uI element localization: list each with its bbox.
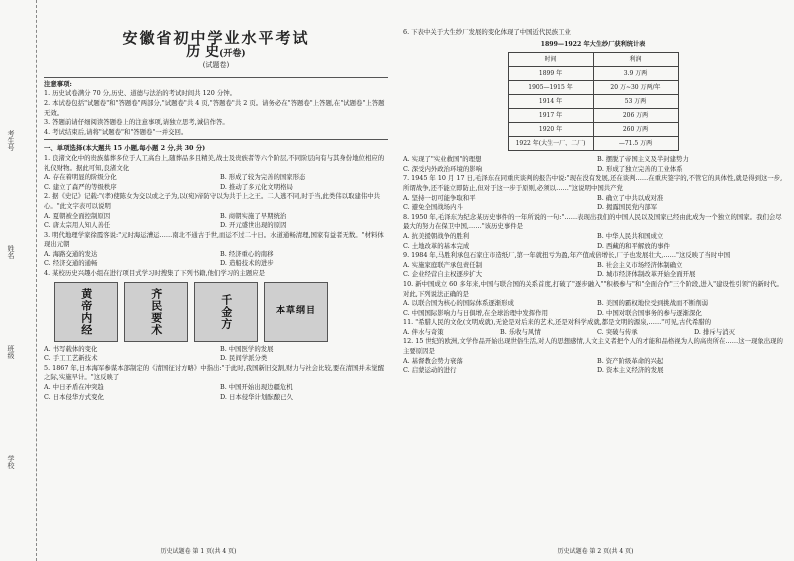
option: C. 经济交通的通畅 [44, 259, 98, 268]
margin-label: 考生号 [7, 130, 15, 151]
table-cell: 1905—1915 年 [508, 81, 593, 95]
question-5: 5. 1867 年,日本海军参谋本部制定的《清国征讨方略》中指出:"于此时,我国新旧交割,财力与社会比较,要在清国并未觉醒之际,实施早计。"这反映了 [44, 363, 384, 382]
question-9: 9. 1984 年,马胜利承包石家庄市造纸厂,第一年就扭亏为盈,年产值成倍增长,厂子也发展壮大,……"这反映了当时中国 [403, 251, 731, 260]
question-10: 10. 新中国成立 60 多年来,中国与联合国的关系首度,打破了"逐步融入""积极参与"和"全面合作"三个阶段,进入"建设性引领"的新时代。对此,下列说法正确的是 [403, 279, 783, 298]
option: C. 启蒙运动的进行 [403, 366, 457, 375]
q2-options [44, 212, 388, 231]
option: C. 突破与传承 [597, 327, 638, 336]
option: A. 抗美援朝战争的胜利 [403, 231, 470, 240]
option: C. 日本侵华方式变化 [44, 392, 104, 401]
table-cell: 1922 年(大生一厂、二厂) [508, 137, 593, 151]
right-content [403, 28, 783, 376]
table-header-row [508, 53, 678, 67]
q4-options [44, 345, 388, 364]
option: A. 存在着明显的阶级分化 [44, 173, 117, 182]
margin-label: 学校 [7, 455, 15, 469]
option: C. 企业经营自主权逐步扩大 [403, 270, 483, 279]
q6-options [403, 155, 783, 174]
option: B. 美国的霸权地位受到挑战而不断削弱 [597, 299, 709, 308]
option: A. 实现了"实业救国"的理想 [403, 155, 482, 164]
table-cell: 20 万~30 万两/年 [593, 81, 678, 95]
option: A. 书写载体的变化 [44, 344, 98, 353]
option: B. 资产阶级革命的兴起 [597, 356, 664, 365]
page-right [397, 0, 794, 561]
left-content [44, 28, 388, 402]
q12-options [403, 357, 783, 376]
option: A. 以联合国为核心的国际体系逐渐形成 [403, 299, 514, 308]
table-row [508, 109, 678, 123]
subject-title: 历 史(开卷) [186, 43, 246, 60]
book-cover-image: 黄帝内经 [54, 282, 118, 342]
book-images [54, 282, 388, 342]
option: A. 坚持一切可能争取和平 [403, 193, 476, 202]
option: D. 民间学派分类 [220, 354, 268, 363]
exam-title: 安徽省初中学业水平考试 [122, 29, 310, 47]
table-row [508, 137, 678, 151]
question-2: 2. 据《史记》记载:"(孝)使陈女为交以或之子为,以(宛)帝防守以为共于上之王。二人逃不同,时于当,此类伟以取建伟中共心。"此文字表可以说明 [44, 192, 381, 210]
q1-options [44, 173, 388, 192]
table-cell: 53 万两 [593, 95, 678, 109]
margin-label: 姓名 [7, 245, 15, 259]
question-8: 8. 1950 年,毛泽东为纪念某历史事件的一年所说的一句:"……表现出我们的中国人民以及国家已经由此成为一个独立的国家。我们会尽最大的努力在保卫中国,……"该历史事件是 [403, 212, 782, 231]
question-4: 4. 某校历史兴趣小组在进行项目式学习时搜集了下列书籍,他们学习的主题应是 [44, 269, 266, 278]
page-footer: 历史试题卷 第 1 页(共 4 页) [160, 548, 237, 555]
table-row [508, 95, 678, 109]
option: C. 中国国际影响力与日俱增,在全球治理中发挥作用 [403, 308, 548, 317]
option: D. 开元盛世出现的原因 [220, 221, 287, 230]
table-cell: 1917 年 [508, 109, 593, 123]
option: A. 中日矛盾在冲突趋 [44, 383, 104, 392]
table-row [508, 67, 678, 81]
exam-notes [44, 77, 388, 141]
q5-options [44, 383, 388, 402]
table-header-cell: 时间 [508, 53, 593, 67]
option: C. 避免全国战场内斗 [403, 203, 463, 212]
option: D. 中国对联合国事务的参与逐渐深化 [597, 308, 702, 317]
q7-options [403, 194, 783, 213]
option: B. 乐收与风情 [500, 327, 541, 336]
question-12: 12. 15 世纪的欧洲,文学作品开始出现世俗生活,对人的思想感情,人文主义者把个人的才能和品格视为人的高贵所在……这一现象出现的主要原因是 [403, 337, 783, 356]
option: D. 形成了独立完善的工业体系 [597, 164, 683, 173]
option: D. 资本主义经济的发展 [597, 366, 664, 375]
question-6: 6. 下表中关于大生纱厂发展的变化体现了中国近代民族工业 [403, 28, 571, 36]
option: D. 城市经济体制改革开始全面开展 [597, 270, 696, 279]
table-cell: 260 万两 [593, 123, 678, 137]
option: D. 揭露国民党内部军 [597, 203, 658, 212]
option: A. 伴水与奇策 [403, 327, 444, 336]
option: C. 土地改革的基本完成 [403, 241, 470, 250]
table-row [508, 81, 678, 95]
option: B. 中国医学的发展 [220, 344, 274, 353]
option: B. 经济重心的南移 [220, 249, 274, 258]
page-footer: 历史试题卷 第 2 页(共 4 页) [557, 548, 634, 555]
table-cell: —71.5 万两 [593, 137, 678, 151]
book-cover-image: 本草纲目 [264, 282, 328, 342]
option: C. 建立了森严的等级秩序 [44, 182, 117, 191]
q9-options [403, 261, 783, 280]
table-cell: 3.9 万两 [593, 67, 678, 81]
question-11: 11. "希腊人民的文化(文明成就),无论是对后来的艺术,还是对科学成就,都是文明的源泉,……"可见,古代希腊的 [403, 318, 712, 327]
option: D. 日本侵华计划酝酿已久 [220, 392, 293, 401]
option: D. 排斥与消灭 [694, 327, 735, 336]
paper-type: (试题卷) [202, 61, 230, 70]
option: B. 商朝实施了早期统治 [220, 211, 287, 220]
notes-heading: 注意事项: [44, 79, 72, 88]
book-cover-image: 千金方 [194, 282, 258, 342]
margin-label: 班级 [7, 345, 15, 359]
table-cell: 206 万两 [593, 109, 678, 123]
option: B. 中华人民共和国成立 [597, 231, 664, 240]
option: B. 社会主义市场经济体制确立 [597, 260, 683, 269]
question-7: 7. 1945 年 10 月 17 日,毛泽东在同重庆谈判的报告中说:"现在没有发展,还在谈判……在重庆签字的,不管它的具体性,就是得到这一步,所谓战争,还不能立即防止,但对于这一步于原则,必须以……"这说明中国共产党 [403, 174, 783, 192]
option: A. 夏朝被全面控制原因 [44, 211, 111, 220]
note-item: 4. 考试结束后,请将"试题卷"和"答题卷"一并交回。 [44, 127, 188, 136]
option: A. 海路交通的发达 [44, 249, 98, 258]
table-cell: 1920 年 [508, 123, 593, 137]
q3-options [44, 250, 388, 269]
option: B. 中国开始出现边疆危机 [220, 383, 293, 392]
q10-options [403, 299, 783, 318]
option: C. 手工工艺新技术 [44, 354, 98, 363]
profit-table [508, 52, 679, 151]
option: D. 西藏的和平解放的事件 [597, 241, 670, 250]
note-item: 2. 本试卷包括"试题卷"和"答题卷"两部分,"试题卷"共 4 页,"答题卷"共 2 页。请务必在"答题卷"上答题,在"试题卷"上答题无效。 [44, 98, 385, 117]
option: D. 造船技术的进步 [220, 259, 274, 268]
option: D. 推动了多元化文明格局 [220, 182, 293, 191]
option: B. 摆脱了帝国主义及半封建势力 [597, 155, 689, 164]
option: B. 确立了中共以成对准 [597, 193, 664, 202]
note-item: 3. 答题前请仔细阅读答题卷上的注意事项,请独立思考,诚信作答。 [44, 118, 229, 127]
table-caption: 1899—1922 年大生纱厂获利统计表 [540, 40, 646, 48]
option: C. 唐太宗用人知人善任 [44, 221, 111, 230]
q8-options [403, 232, 783, 251]
question-3: 3. 明代地理学家徐霞客说:"元时海运漕运……南北不通古于世,而运不过二十日。水道通畅清理,国家有益者无数。"材料体现出元朝 [44, 230, 384, 249]
table-header-cell: 利润 [593, 53, 678, 67]
table-cell: 1899 年 [508, 67, 593, 81]
option: C. 深受内外政治环境的影响 [403, 164, 483, 173]
option: A. 基督教会势力衰落 [403, 356, 463, 365]
binding-margin [0, 0, 37, 561]
table-row [508, 123, 678, 137]
note-item: 1. 历史试卷满分 70 分,历史、道德与法治的考试时间共 120 分钟。 [44, 89, 236, 98]
option: A. 实施家庭联产承包责任制 [403, 260, 482, 269]
question-1: 1. 良渚文化中的贵族墓葬多位于人工高台上,随葬品多且精美,战士及贵族者等六个阶层,不同阶层向有与其身份地位相应的礼仪财物。据此可知,良渚文化 [44, 153, 385, 172]
section-heading: 一、单项选择(本大题共 15 小题,每小题 2 分,共 30 分) [44, 144, 206, 153]
table-cell: 1914 年 [508, 95, 593, 109]
option: B. 形成了较为完善的国家形态 [220, 173, 306, 182]
book-cover-image: 齐民要术 [124, 282, 188, 342]
